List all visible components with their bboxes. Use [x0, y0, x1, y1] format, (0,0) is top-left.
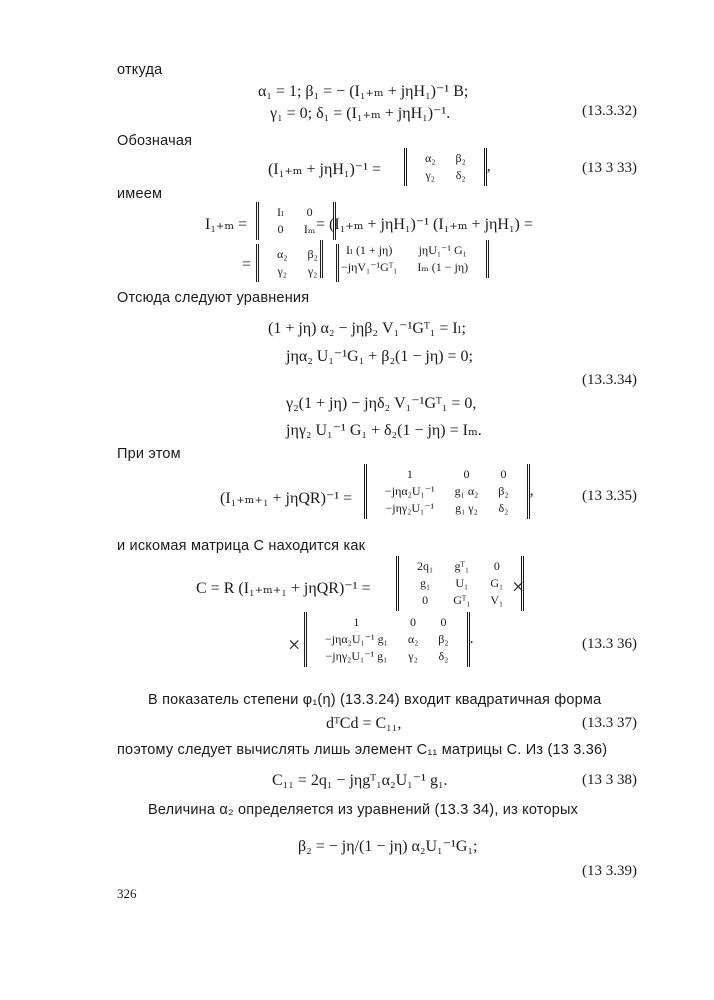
matrix-cell: Gᵀ₁ — [453, 593, 471, 607]
matrix — [320, 240, 489, 278]
matrix-cell: Iₘ (1 − jη) — [417, 260, 469, 274]
matrix-cell: −jηV₁⁻¹Gᵀ₁ — [341, 260, 398, 274]
matrix-cell: g₁ γ₂ — [455, 501, 478, 515]
matrix-cell: 0 — [440, 615, 447, 629]
matrix-cell: β₂ — [307, 247, 318, 261]
equation-number: (13 3.39) — [582, 863, 637, 879]
matrix-cell: −jηγ₂U₁⁻¹ g₁ — [325, 649, 388, 663]
matrix-cell: −jηα₂U₁⁻¹ g₁ — [325, 632, 388, 646]
matrix-cell: γ₂ — [277, 264, 287, 278]
equation-line: γ₁ = 0; δ₁ = (I₁₊ₘ + jηH₁)⁻¹. — [270, 105, 451, 122]
matrix-cell: 0 — [463, 467, 470, 481]
matrix-cell: 0 — [306, 205, 313, 219]
matrix-cell: g₁ α₂ — [454, 484, 479, 498]
matrix-cell: δ₂ — [455, 168, 466, 182]
text-line: Обозначая — [117, 133, 193, 149]
matrix: α₂ β₂ γ₂ δ₂ , — [404, 148, 491, 186]
equation-number: (13 3.35) — [582, 488, 637, 504]
matrix-cell: 1 — [406, 467, 413, 481]
matrix-cell: −jηα₂U₁⁻¹ — [385, 484, 435, 498]
matrix-cell: Iₗ — [277, 205, 284, 219]
equation-line: C = R (I₁₊ₘ₊₁ + jηQR)⁻¹ = — [196, 580, 371, 597]
equation-number: (13.3 36) — [582, 636, 637, 652]
equation-line: α₁ = 1; β₁ = − (I₁₊ₘ + jηH₁)⁻¹ B; — [258, 83, 469, 100]
equation-number: (13 3 33) — [582, 160, 637, 176]
matrix-cell: Iₗ (1 + jη) — [346, 243, 393, 257]
matrix-cell: α₂ — [407, 632, 419, 646]
equation-line: jηγ₂ U₁⁻¹ G₁ + δ₂(1 − jη) = Iₘ. — [286, 422, 482, 439]
times-sign: × — [512, 574, 525, 599]
equation-line: (1 + jη) α₂ − jηβ₂ V₁⁻¹Gᵀ₁ = Iₗ; — [268, 320, 466, 337]
text-line: При этом — [117, 446, 181, 462]
equation-number: (13.3.34) — [582, 372, 637, 388]
text-line: В показатель степени φ₁(η) (13.3.24) входит квадратичная форма — [148, 692, 602, 708]
equation-number: (13.3 37) — [582, 715, 637, 731]
matrix-cell: γ₂ — [408, 649, 418, 663]
equation-line: = — [242, 256, 252, 273]
page-number: 326 — [117, 886, 137, 901]
equation-line: jηα₂ U₁⁻¹G₁ + β₂(1 − jη) = 0; — [286, 348, 473, 365]
matrix-cell: α₂ — [425, 151, 436, 165]
matrix-cell: 0 — [500, 467, 507, 481]
text-line: откуда — [117, 62, 163, 78]
matrix-cell: 0 — [277, 222, 284, 236]
matrix-cell: V₁ — [490, 593, 504, 607]
matrix: 1 0 0 −jηα₂U₁⁻¹ g₁ α₂ β₂ −jηγ₂U₁⁻¹ g₁ γ₂ δ₂ , — [364, 464, 534, 519]
matrix-cell: δ₂ — [498, 501, 509, 515]
equation-line: (I₁₊ₘ + jηH₁)⁻¹ = — [268, 161, 382, 178]
text-line: имеем — [117, 186, 163, 202]
text-line: поэтому следует вычислять лишь элемент C₁₁ матрицы C. Из (13 3.36) — [117, 742, 608, 758]
matrix-cell: α₂ — [277, 247, 288, 261]
matrix-cell: 0 — [422, 593, 429, 607]
matrix-cell: gᵀ₁ — [454, 559, 470, 573]
equation-line: C₁₁ = 2q₁ − jηgᵀ₁α₂U₁⁻¹ g₁. — [272, 772, 448, 789]
matrix-cell: Iₘ — [303, 222, 316, 236]
equation-line: = (I₁₊ₘ + jηH₁)⁻¹ (I₁₊ₘ + jηH₁) = — [316, 216, 533, 233]
matrix-cell: β₂ — [455, 151, 466, 165]
equation-line: β₂ = − jη/(1 − jη) α₂U₁⁻¹G₁; — [298, 838, 478, 855]
matrix-cell: U₁ — [455, 576, 469, 590]
matrix-cell: g₁ — [420, 576, 431, 590]
matrix-cell: jηU₁⁻¹ G₁ — [418, 243, 467, 257]
matrix — [396, 556, 524, 611]
text-line: Отсюда следуют уравнения — [117, 290, 310, 306]
equation-line: dᵀCd = C₁₁, — [326, 715, 402, 732]
matrix-cell: γ₂ — [425, 168, 435, 182]
matrix-cell: 1 — [353, 615, 360, 629]
equation-number: (13 3 38) — [582, 772, 637, 788]
matrix-cell: 0 — [493, 559, 500, 573]
matrix-cell: −jηγ₂U₁⁻¹ — [385, 501, 435, 515]
equation-line: γ₂(1 + jη) − jηδ₂ V₁⁻¹Gᵀ₁ = 0, — [286, 395, 477, 412]
matrix-cell: 0 — [410, 615, 417, 629]
matrix-cell: β₂ — [498, 484, 509, 498]
equation-line: (I₁₊ₘ₊₁ + jηQR)⁻¹ = — [220, 490, 353, 507]
equation-number: (13.3.32) — [582, 103, 637, 119]
matrix-cell: G₁ — [490, 576, 504, 590]
matrix-cell: γ₂ — [307, 264, 318, 278]
matrix-cell: β₂ — [438, 632, 449, 646]
text-line: Величина α₂ определяется из уравнений (13.3 34), из которых — [148, 802, 579, 818]
matrix-cell: δ₂ — [438, 649, 449, 663]
equation-line: I₁₊ₘ = — [205, 216, 248, 233]
times-sign: × — [288, 632, 301, 657]
matrix: 1 0 0 −jηα₂U₁⁻¹ g₁ α₂ β₂ −jηγ₂U₁⁻¹ g₁ γ₂ δ₂ . — [304, 612, 474, 667]
text-line: и искомая матрица C находится как — [117, 538, 366, 554]
matrix-cell: 2q₁ — [417, 559, 434, 573]
